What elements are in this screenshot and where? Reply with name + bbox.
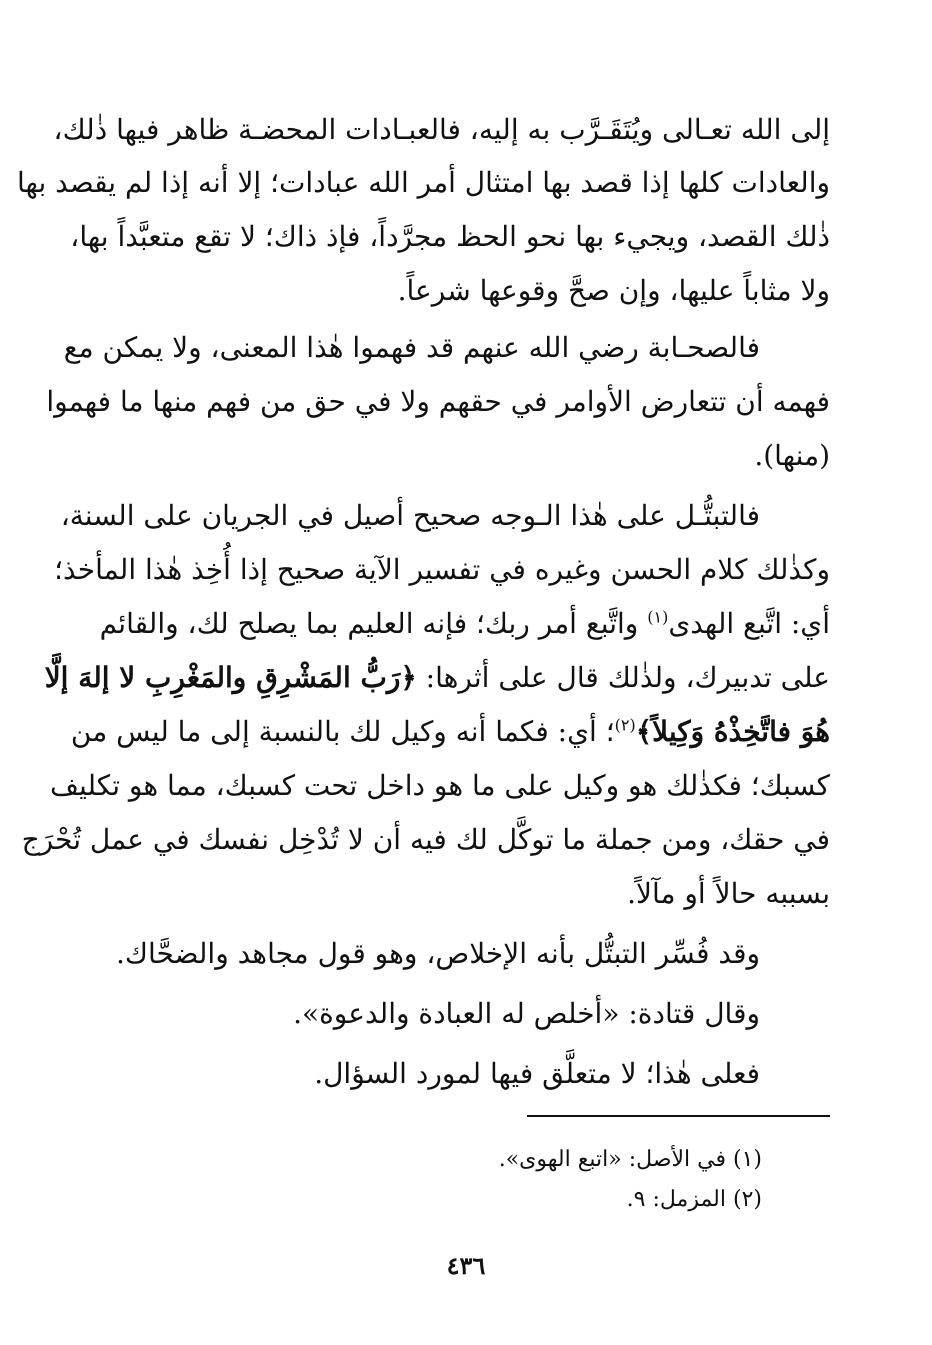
text-segment: ؛ أي: فكما أنه وكيل لك بالنسبة إلى ما ليس من bbox=[70, 715, 615, 748]
text-line: والعادات كلها إذا قصد بها امتثال أمر الله عبادات؛ إلا أنه إذا لم يقصد بها bbox=[17, 166, 830, 199]
text-line: (منها). bbox=[754, 439, 830, 472]
text-line: فهمه أن تتعارض الأوامر في حقهم ولا في حق من فهم منها ما فهموا bbox=[46, 385, 830, 418]
paragraph-start-line: فالتبتُّـل على هٰذا الـوجه صحيح أصيل في الجريان على السنة، bbox=[60, 499, 760, 532]
paragraph-start-line: فالصحـابة رضي الله عنهم قد فهموا هٰذا المعنى، ولا يمكن مع bbox=[63, 331, 760, 364]
text-line bbox=[44, 653, 830, 703]
text-line bbox=[70, 707, 830, 757]
text-line bbox=[99, 599, 830, 649]
footnote-ref: (٢) bbox=[614, 715, 636, 735]
text-line: كسبك؛ فكذٰلك هو وكيل على ما هو داخل تحت كسبك، مما هو تكليف bbox=[50, 769, 830, 802]
footnote-separator bbox=[527, 1115, 830, 1117]
quran-verse: هُوَ فاتَّخِذْهُ وَكِيلاً﴾ bbox=[635, 715, 830, 748]
quran-verse: ﴿رَبُّ المَشْرِقِ والمَغْرِبِ لا إلهَ إلَّا bbox=[44, 661, 417, 694]
footnote: (١) في الأصل: «اتبع الهوى». bbox=[498, 1147, 762, 1172]
text-line: وكذٰلك كلام الحسن وغيره في تفسير الآية صحيح إذا أُخِذ هٰذا المأخذ؛ bbox=[54, 553, 830, 586]
text-line: بسببه حالاً أو مآلاً. bbox=[627, 877, 830, 910]
paragraph-line: فعلى هٰذا؛ لا متعلَّق فيها لمورد السؤال. bbox=[314, 1057, 760, 1090]
text-segment: أي: اتَّبع الهدى bbox=[668, 607, 830, 640]
text-line: ذٰلك القصد، ويجيء بها نحو الحظ مجرَّداً، فإذ ذاك؛ لا تقع متعبَّداً بها، bbox=[70, 220, 830, 253]
text-line: في حقك، ومن جملة ما توكَّل لك فيه أن لا تُدْخِل نفسك في عمل تُحْرَج bbox=[21, 823, 830, 856]
text-segment: واتَّبع أمر ربك؛ فإنه العليم بما يصلح لك، والقائم bbox=[99, 607, 639, 640]
paragraph-line: وقد فُسِّر التبتُّل بأنه الإخلاص، وهو قول مجاهد والضحَّاك. bbox=[116, 937, 760, 970]
page-number: ٤٣٦ bbox=[446, 1251, 486, 1280]
footnote-ref: (١) bbox=[647, 607, 669, 627]
text-line: ولا مثاباً عليها، وإن صحَّ وقوعها شرعاً. bbox=[397, 274, 830, 307]
text-segment: على تدبيرك، ولذٰلك قال على أثرها: bbox=[425, 661, 830, 694]
footnote: (٢) المزمل: ٩. bbox=[626, 1187, 762, 1212]
text-line: إلى الله تعـالى ويُتَقَـرَّب به إليه، فالعبـادات المحضـة ظاهر فيها ذٰلك، bbox=[53, 113, 830, 146]
paragraph-line: وقال قتادة: «أخلص له العبادة والدعوة». bbox=[293, 997, 760, 1030]
